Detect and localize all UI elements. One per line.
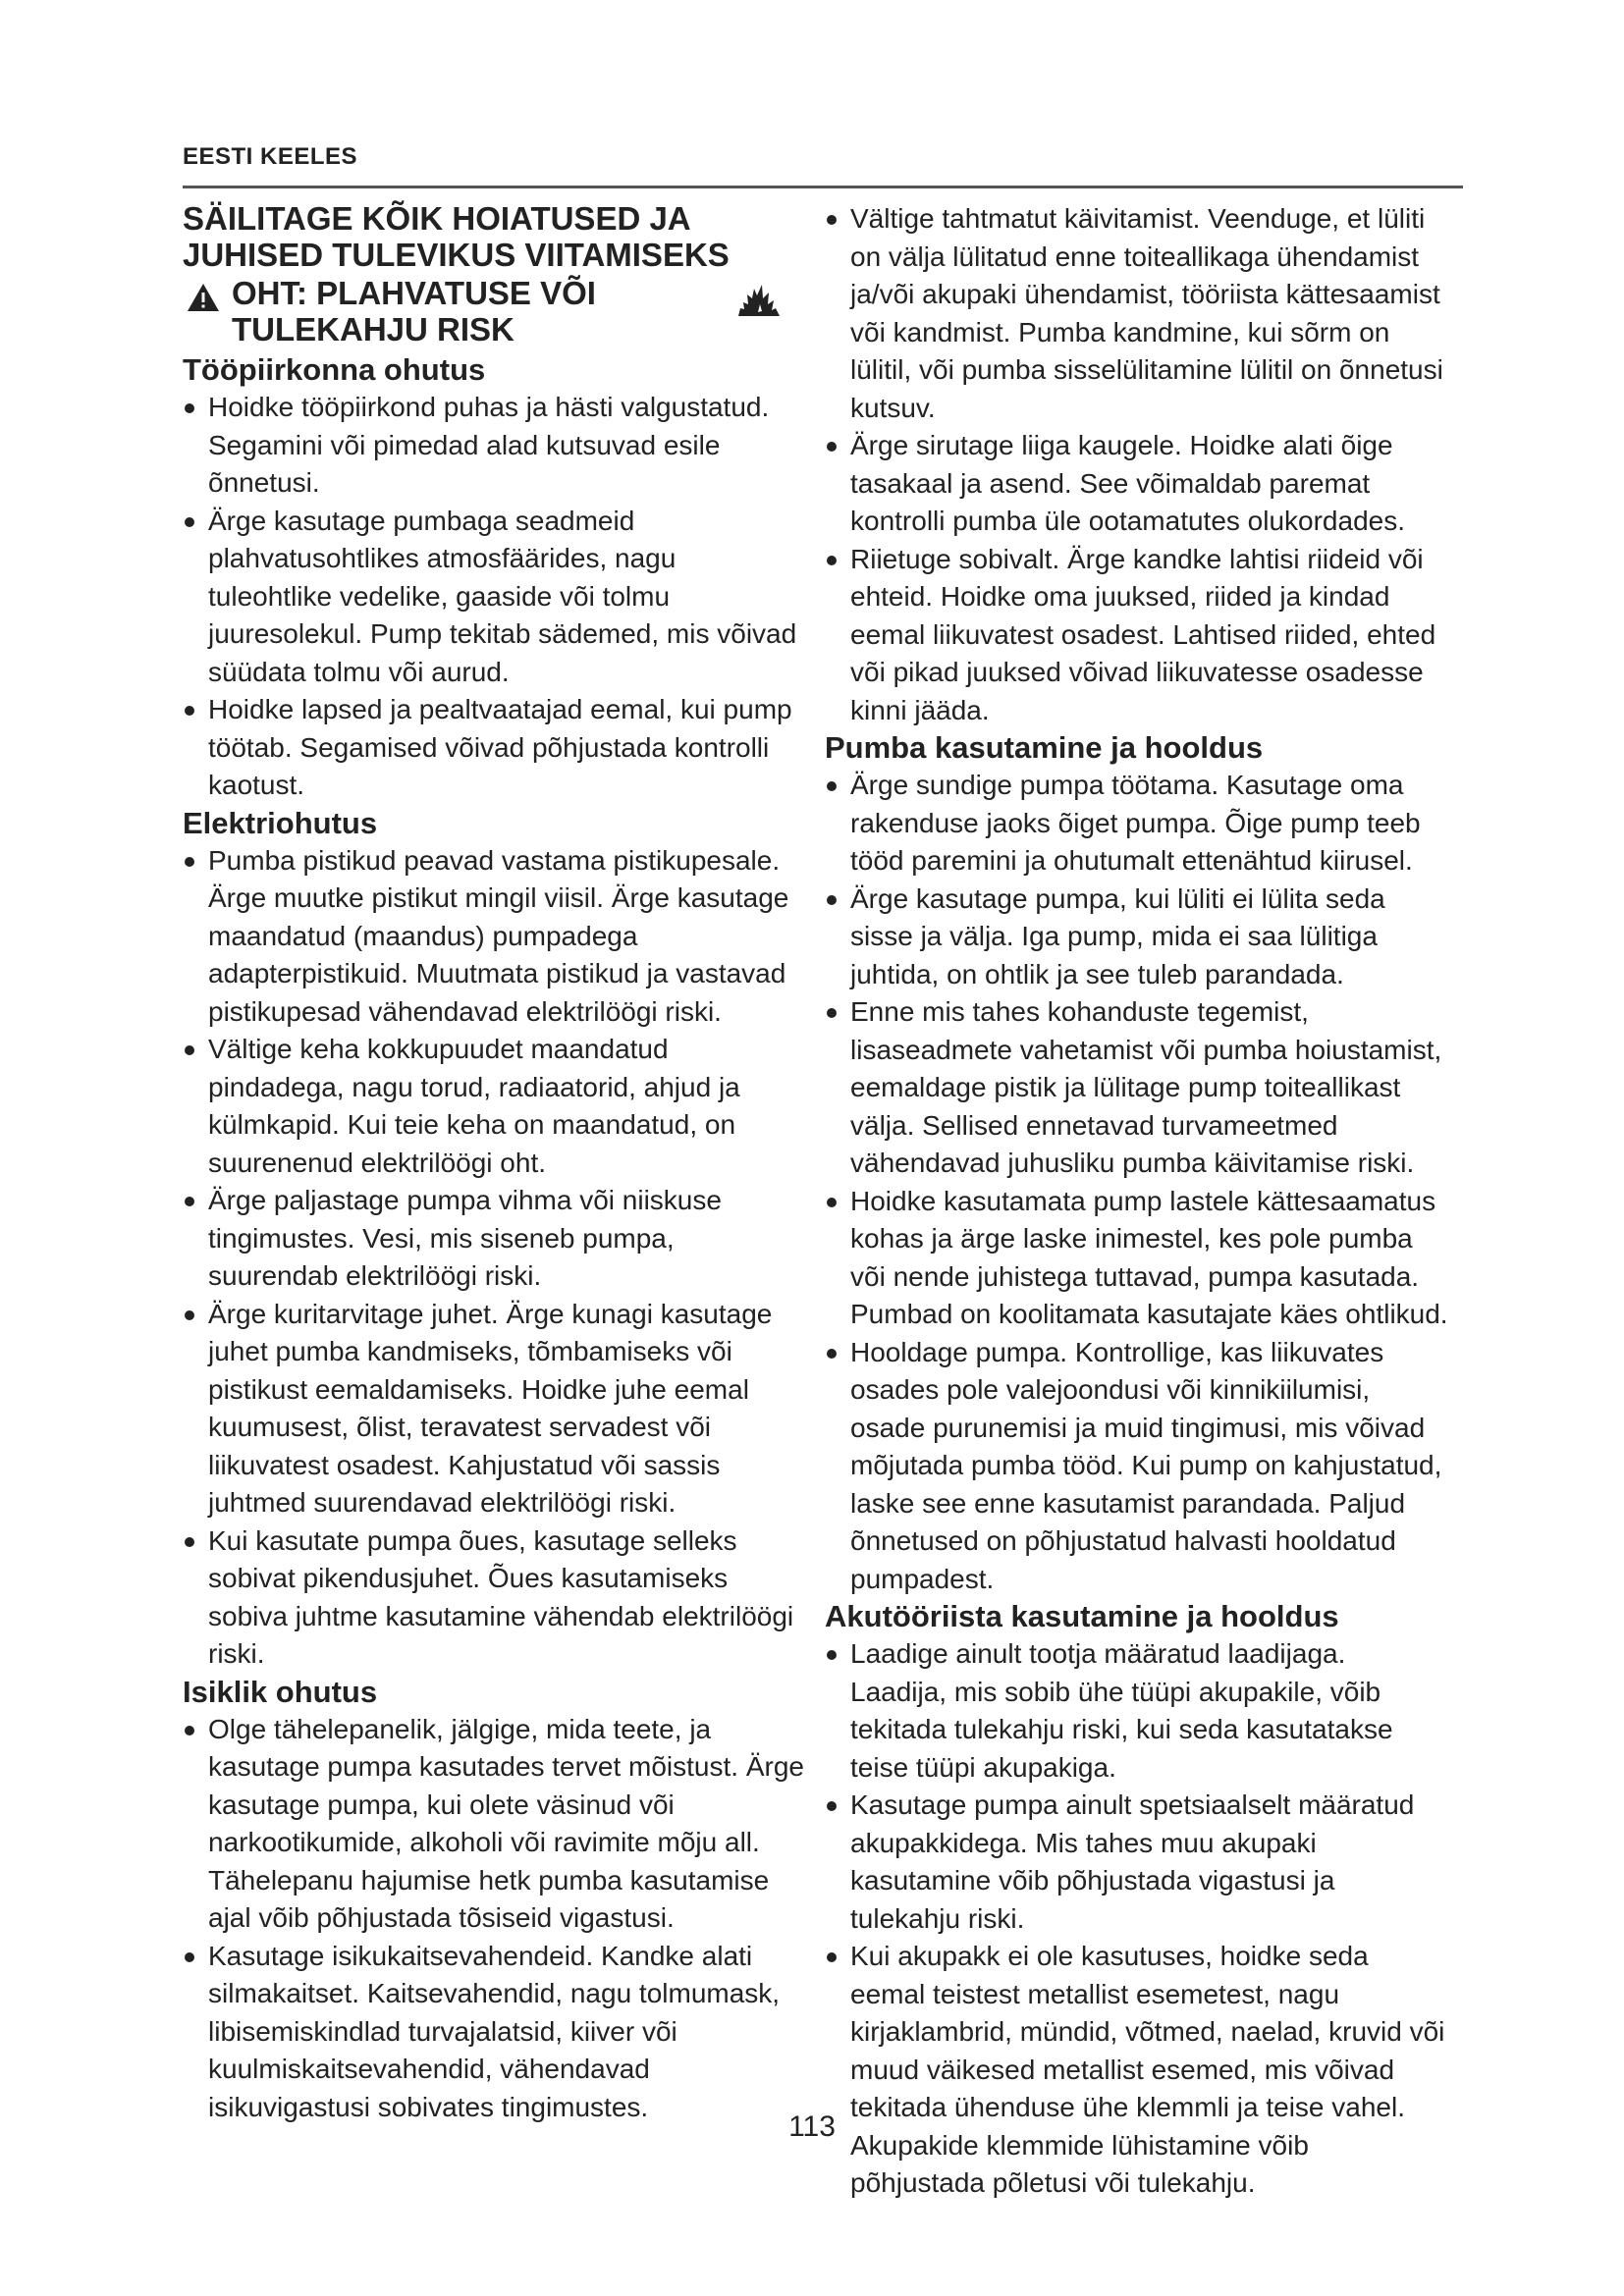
list-item: Hooldage pumpa. Kontrollige, kas liikuvates osades pole valejoondusi või kinnikiilumisi, osade purunemisi ja muid tingimusi, mis võivad mõjutada pumba tööd. Kui pump on kahjustatud, laske see enne kasutamist parandada. Paljud õnnetused on põhjustatud halvasti hooldatud pumpadest. bbox=[825, 1334, 1449, 1599]
list-item: Kui akupakk ei ole kasutuses, hoidke seda eemal teistest metallist esemetest, nagu kirjaklambrid, mündid, võtmed, naelad, kruvid või muud väikesed metallist esemed, mis võivad tekitada ühenduse ühe klemmli ja teise vahel. Akupakide klemmide lühistamine võib põhjustada põletusi või tulekahju. bbox=[825, 1938, 1449, 2203]
section-heading: Pumba kasutamine ja hooldus bbox=[825, 730, 1264, 765]
list-item: Kasutage isikukaitsevahendeid. Kandke alati silmakaitset. Kaitsevahendid, nagu tolmumask, libisemiskindlad turvajalatsid, kiiver või kuulmiskaitsevahendid, vähendavad isikuvigastusi sobivates tingimustes. bbox=[183, 1938, 807, 2127]
list-item: Pumba pistikud peavad vastama pistikupesale. Ärge muutke pistikut mingil viisil. Ärge kasutage maandatud (maandus) pumpadega adapterpistikuid. Muutmata pistikud ja vastavad pistikupesad vähendavad elektrilöögi riski. bbox=[183, 842, 807, 1032]
list-item: Enne mis tahes kohanduste tegemist, lisaseadmete vahetamist või pumba hoiustamist, eemaldage pistik ja lülitage pump toiteallikast välja. Sellised ennetavad turvameetmed vähendavad juhusliku pumba käivitamise riski. bbox=[825, 993, 1449, 1183]
list-item: Vältige keha kokkupuudet maandatud pindadega, nagu torud, radiaatorid, ahjud ja külmkapid. Kui teie keha on maandatud, on suurenenud elektrilöögi oht. bbox=[183, 1031, 807, 1182]
section-heading: Akutööriista kasutamine ja hooldus bbox=[825, 1599, 1339, 1633]
list-item: Riietuge sobivalt. Ärge kandke lahtisi riideid või ehteid. Hoidke oma juuksed, riided ja kindad eemal liikuvatest osadest. Lahtised riided, ehted või pikad juuksed võivad liikuvatesse osadesse kinni jääda. bbox=[825, 541, 1449, 730]
warning-row bbox=[183, 275, 807, 347]
bullet-list bbox=[183, 389, 807, 805]
left-sections bbox=[183, 351, 807, 2126]
list-item: Ärge paljastage pumpa vihma või niiskuse tingimustes. Vesi, mis siseneb pumpa, suurendab elektrilöögi riski. bbox=[183, 1182, 807, 1296]
section-heading: Elektriohutus bbox=[183, 805, 378, 840]
section-heading: Tööpiirkonna ohutus bbox=[183, 352, 486, 387]
warning-text: OHT: PLAHVATUSE VÕI TULEKAHJU RISK bbox=[232, 275, 596, 347]
list-item: Laadige ainult tootja määratud laadijaga. Laadija, mis sobib ühe tüüpi akupakile, võib tekitada tulekahju riski, kui seda kasutatakse teise tüüpi akupakiga. bbox=[825, 1635, 1449, 1787]
list-item: Ärge kuritarvitage juhet. Ärge kunagi kasutage juhet pumba kandmiseks, tõmbamiseks või pistikust eemaldamiseks. Hoidke juhe eemal kuumusest, õlist, teravatest servadest või liikuvatest osadest. Kahjustatud või sassis juhtmed suurendavad elektrilöögi riski. bbox=[183, 1296, 807, 1522]
list-item: Vältige tahtmatut käivitamist. Veenduge, et lüliti on välja lülitatud enne toiteallikaga ühendamist ja/või akupaki ühendamist, tööriista kättesaamist või kandmist. Pumba kandmine, kui sõrm on lülitil, või pumba sisselülitamine lülitil on õnnetusi kutsuv. bbox=[825, 200, 1449, 427]
bullet-list bbox=[183, 1711, 807, 2127]
header-rule bbox=[183, 186, 1463, 188]
right-sections bbox=[825, 729, 1449, 2203]
list-item: Hoidke kasutamata pump lastele kättesaamatus kohas ja ärge laske inimestel, kes pole pumba või nende juhistega tuttavad, pumpa kasutada. Pumbad on koolitamata kasutajate käes ohtlikud. bbox=[825, 1183, 1449, 1334]
list-item: Ärge kasutage pumbaga seadmeid plahvatusohtlikes atmosfäärides, nagu tuleohtlike vedelike, gaaside või tolmu juuresolekul. Pump tekitab sädemed, mis võivad süüdata tolmu või aurud. bbox=[183, 503, 807, 692]
right-column bbox=[825, 200, 1449, 2203]
list-item: Ärge sirutage liiga kaugele. Hoidke alati õige tasakaal ja asend. See võimaldab paremat kontrolli pumba üle ootamatutes olukordades. bbox=[825, 427, 1449, 541]
list-item: Hoidke lapsed ja pealtvaatajad eemal, kui pump töötab. Segamised võivad põhjustada kontrolli kaotust. bbox=[183, 691, 807, 805]
list-item: Ärge kasutage pumpa, kui lüliti ei lülita seda sisse ja välja. Iga pump, mida ei saa lülitiga juhtida, on ohtlik ja see tuleb parandada. bbox=[825, 881, 1449, 994]
list-item: Olge tähelepanelik, jälgige, mida teete, ja kasutage pumpa kasutades tervet mõistust. Ärge kasutage pumpa, kui olete väsinud või narkootikumide, alkoholi või ravimite mõju all. Tähelepanu hajumise hetk pumba kasutamise ajal võib põhjustada tõsiseid vigastusi. bbox=[183, 1711, 807, 1938]
section-heading: Isiklik ohutus bbox=[183, 1674, 378, 1709]
bullet-list bbox=[183, 842, 807, 1674]
right-intro-list bbox=[825, 200, 1449, 729]
warning-triangle-icon bbox=[187, 283, 220, 312]
main-title: SÄILITAGE KÕIK HOIATUSED JA JUHISED TULEVIKUS VIITAMISEKS bbox=[183, 200, 730, 273]
left-column bbox=[183, 200, 807, 2126]
bullet-list bbox=[825, 767, 1449, 1598]
list-item: Ärge sundige pumpa töötama. Kasutage oma rakenduse jaoks õiget pumpa. Õige pump teeb tööd paremini ja ohutumalt ettenähtud kiirusel. bbox=[825, 767, 1449, 881]
list-item: Hoidke tööpiirkond puhas ja hästi valgustatud. Segamini või pimedad alad kutsuvad esile õnnetusi. bbox=[183, 389, 807, 503]
fire-explosion-icon bbox=[736, 279, 782, 318]
list-item: Kasutage pumpa ainult spetsiaalselt määratud akupakkidega. Mis tahes muu akupaki kasutamine võib põhjustada vigastusi ja tulekahju riski. bbox=[825, 1787, 1449, 1938]
language-label: EESTI KEELES bbox=[183, 143, 358, 170]
page-number: 113 bbox=[788, 2110, 836, 2143]
list-item: Kui kasutate pumpa õues, kasutage selleks sobivat pikendusjuhet. Õues kasutamiseks sobiva juhtme kasutamine vähendab elektrilöögi riski. bbox=[183, 1522, 807, 1674]
